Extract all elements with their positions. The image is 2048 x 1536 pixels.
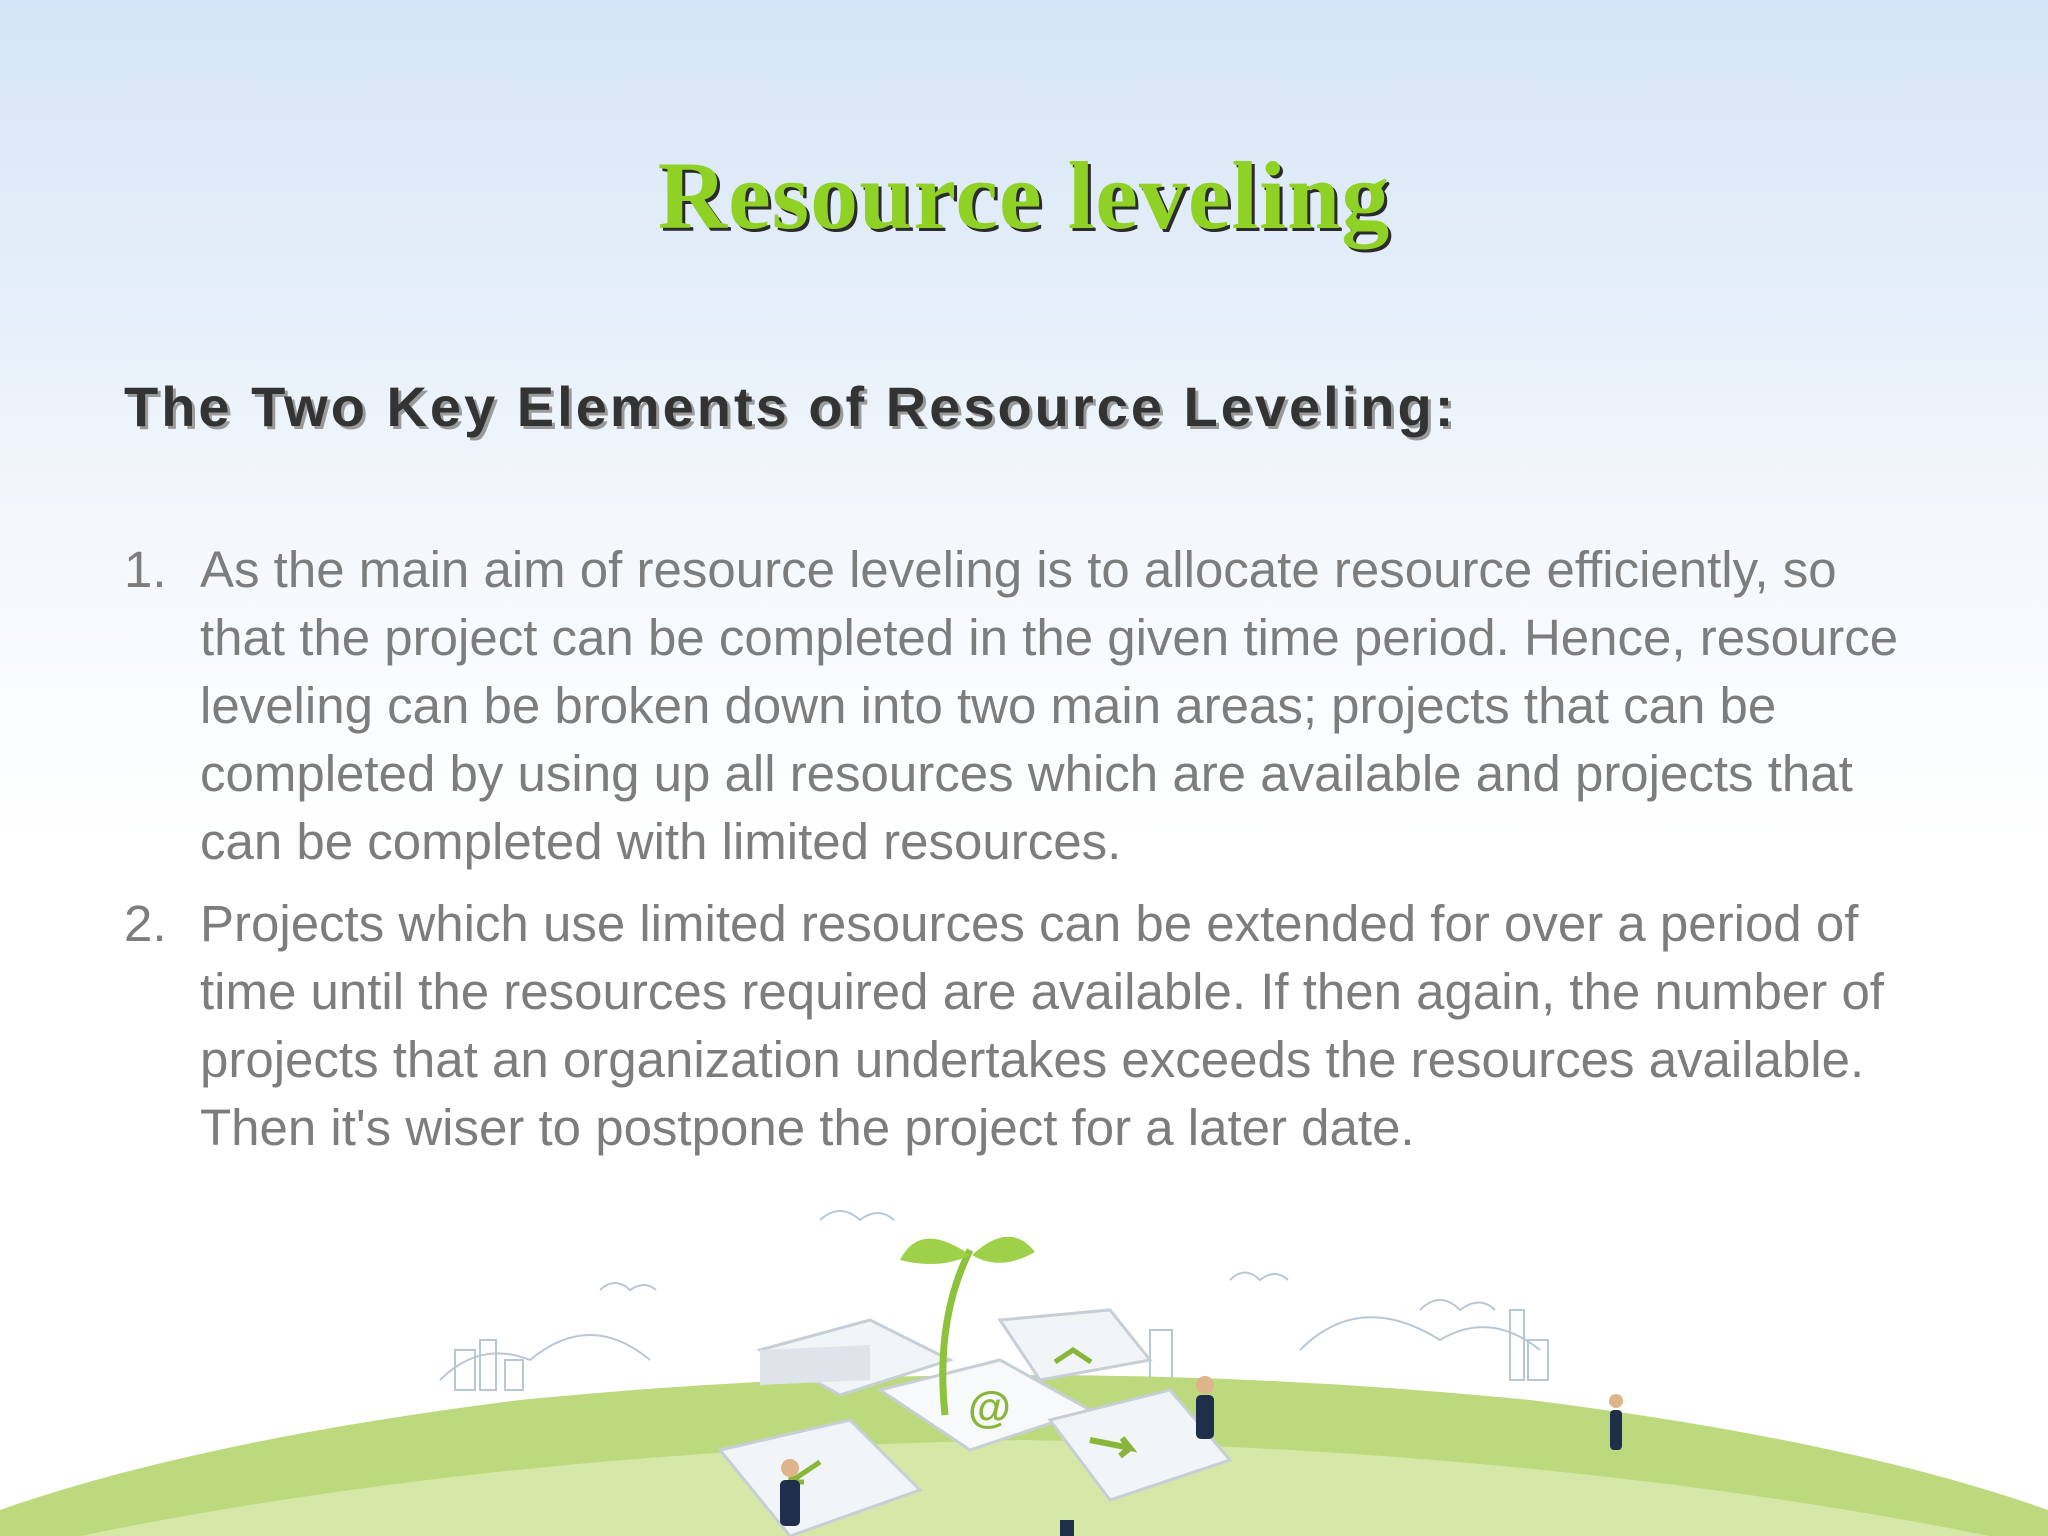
list-item [124,536,1914,876]
at-sign-icon: @ [968,1383,1011,1432]
bullet-list [124,536,1914,1176]
list-number: 1. [124,541,167,598]
slide-title: Resource leveling [657,142,1391,249]
list-item [124,890,1914,1162]
decorative-illustration [0,1200,2048,1536]
slide-subtitle: The Two Key Elements of Resource Leveling: [124,375,1457,438]
list-text: Projects which use limited resources can be extended for over a period of time until the resources required are available. If then again, the number of projects that an organization undertakes exceeds the resources available. Then it's wiser to postpone the project for a later date. [200,895,1884,1156]
list-text: As the main aim of resource leveling is to allocate resource efficiently, so that the project can be completed in the given time period. Hence, resource leveling can be broken down into two main areas; projects that can be completed by using up all resources which are available and projects that can be completed with limited resources. [200,541,1899,870]
list-number: 2. [124,895,167,952]
